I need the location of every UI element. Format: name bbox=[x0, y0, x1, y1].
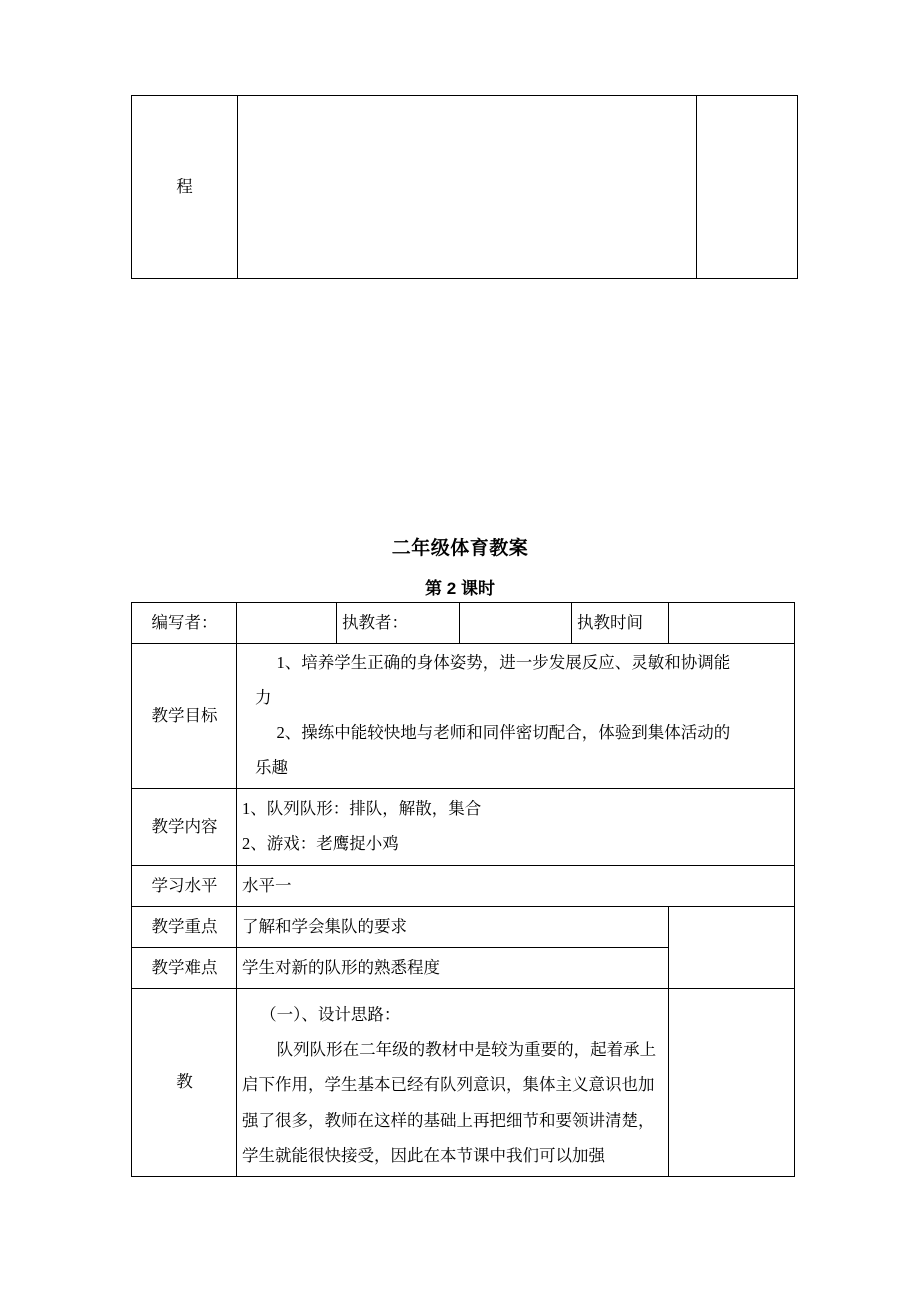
table-row-objectives bbox=[132, 644, 795, 789]
teacher-label: 执教者： bbox=[342, 612, 408, 632]
continuation-label: 程 bbox=[176, 176, 193, 196]
author-label-cell bbox=[132, 603, 237, 644]
content-label: 教学内容 bbox=[151, 816, 218, 836]
table-row-level bbox=[132, 866, 795, 907]
process-label-cell bbox=[132, 989, 237, 1177]
table-row-meta bbox=[132, 603, 795, 644]
objective-item-1: 1、培养学生正确的身体姿势，进一步发展反应、灵敏和协调能 bbox=[276, 653, 731, 673]
design-ideas-line-3: 强了很多，教师在这样的基础上再把细节和要领讲清楚， bbox=[242, 1110, 655, 1130]
design-ideas-line-4: 学生就能很快接受，因此在本节课中我们可以加强 bbox=[242, 1145, 605, 1165]
design-ideas-heading: （一）、设计思路： bbox=[260, 1005, 401, 1025]
table-row bbox=[132, 96, 798, 279]
continuation-table bbox=[131, 95, 798, 279]
key-point-label-cell bbox=[132, 907, 237, 948]
process-side-cell[interactable] bbox=[669, 989, 795, 1177]
design-ideas-line-2: 启下作用，学生基本已经有队列意识，集体主义意识也加 bbox=[242, 1075, 655, 1095]
objectives-label-cell bbox=[132, 644, 237, 789]
content-value-cell[interactable] bbox=[237, 789, 795, 866]
teaching-time-label: 执教时间 bbox=[577, 612, 643, 632]
level-label: 学习水平 bbox=[151, 875, 218, 895]
difficult-point-label: 教学难点 bbox=[151, 957, 218, 977]
author-value-cell[interactable] bbox=[237, 603, 337, 644]
process-value-cell[interactable] bbox=[237, 989, 669, 1177]
continuation-side-cell bbox=[697, 96, 798, 279]
author-label: 编写者： bbox=[151, 612, 218, 632]
page-subtitle: 第 2 课时 bbox=[425, 579, 495, 598]
objective-item-1-cont: 力 bbox=[255, 688, 272, 708]
page-title: 二年级体育教案 bbox=[391, 538, 529, 559]
teacher-label-cell bbox=[337, 603, 460, 644]
focus-side-cell[interactable] bbox=[669, 907, 795, 989]
continuation-body-cell bbox=[238, 96, 697, 279]
continuation-label-cell bbox=[132, 96, 238, 279]
process-label: 教 bbox=[176, 1072, 193, 1092]
level-value: 水平一 bbox=[242, 875, 292, 895]
key-point-label: 教学重点 bbox=[151, 916, 218, 936]
objectives-label: 教学目标 bbox=[151, 705, 218, 725]
lesson-plan-table bbox=[131, 602, 795, 1177]
teaching-time-value-cell[interactable] bbox=[669, 603, 795, 644]
table-row-content bbox=[132, 789, 795, 866]
content-label-cell bbox=[132, 789, 237, 866]
level-label-cell bbox=[132, 866, 237, 907]
content-item-2: 2、游戏：老鹰捉小鸡 bbox=[242, 834, 399, 853]
content-item-1: 1、队列队形：排队，解散，集合 bbox=[242, 799, 482, 819]
difficult-point-value-cell[interactable] bbox=[237, 948, 669, 989]
teaching-time-label-cell bbox=[572, 603, 669, 644]
difficult-point-value: 学生对新的队形的熟悉程度 bbox=[242, 957, 440, 977]
objectives-value-cell[interactable] bbox=[237, 644, 795, 789]
difficult-point-label-cell bbox=[132, 948, 237, 989]
table-row-process bbox=[132, 989, 795, 1177]
objective-item-2: 2、操练中能较快地与老师和同伴密切配合，体验到集体活动的 bbox=[276, 723, 731, 742]
level-value-cell[interactable] bbox=[237, 866, 795, 907]
teacher-value-cell[interactable] bbox=[460, 603, 572, 644]
key-point-value: 了解和学会集队的要求 bbox=[242, 916, 407, 936]
table-row-key-point bbox=[132, 907, 795, 948]
objective-item-2-cont: 乐趣 bbox=[255, 757, 288, 777]
key-point-value-cell[interactable] bbox=[237, 907, 669, 948]
design-ideas-line-1: 队列队形在二年级的教材中是较为重要的，起着承上 bbox=[276, 1040, 657, 1060]
